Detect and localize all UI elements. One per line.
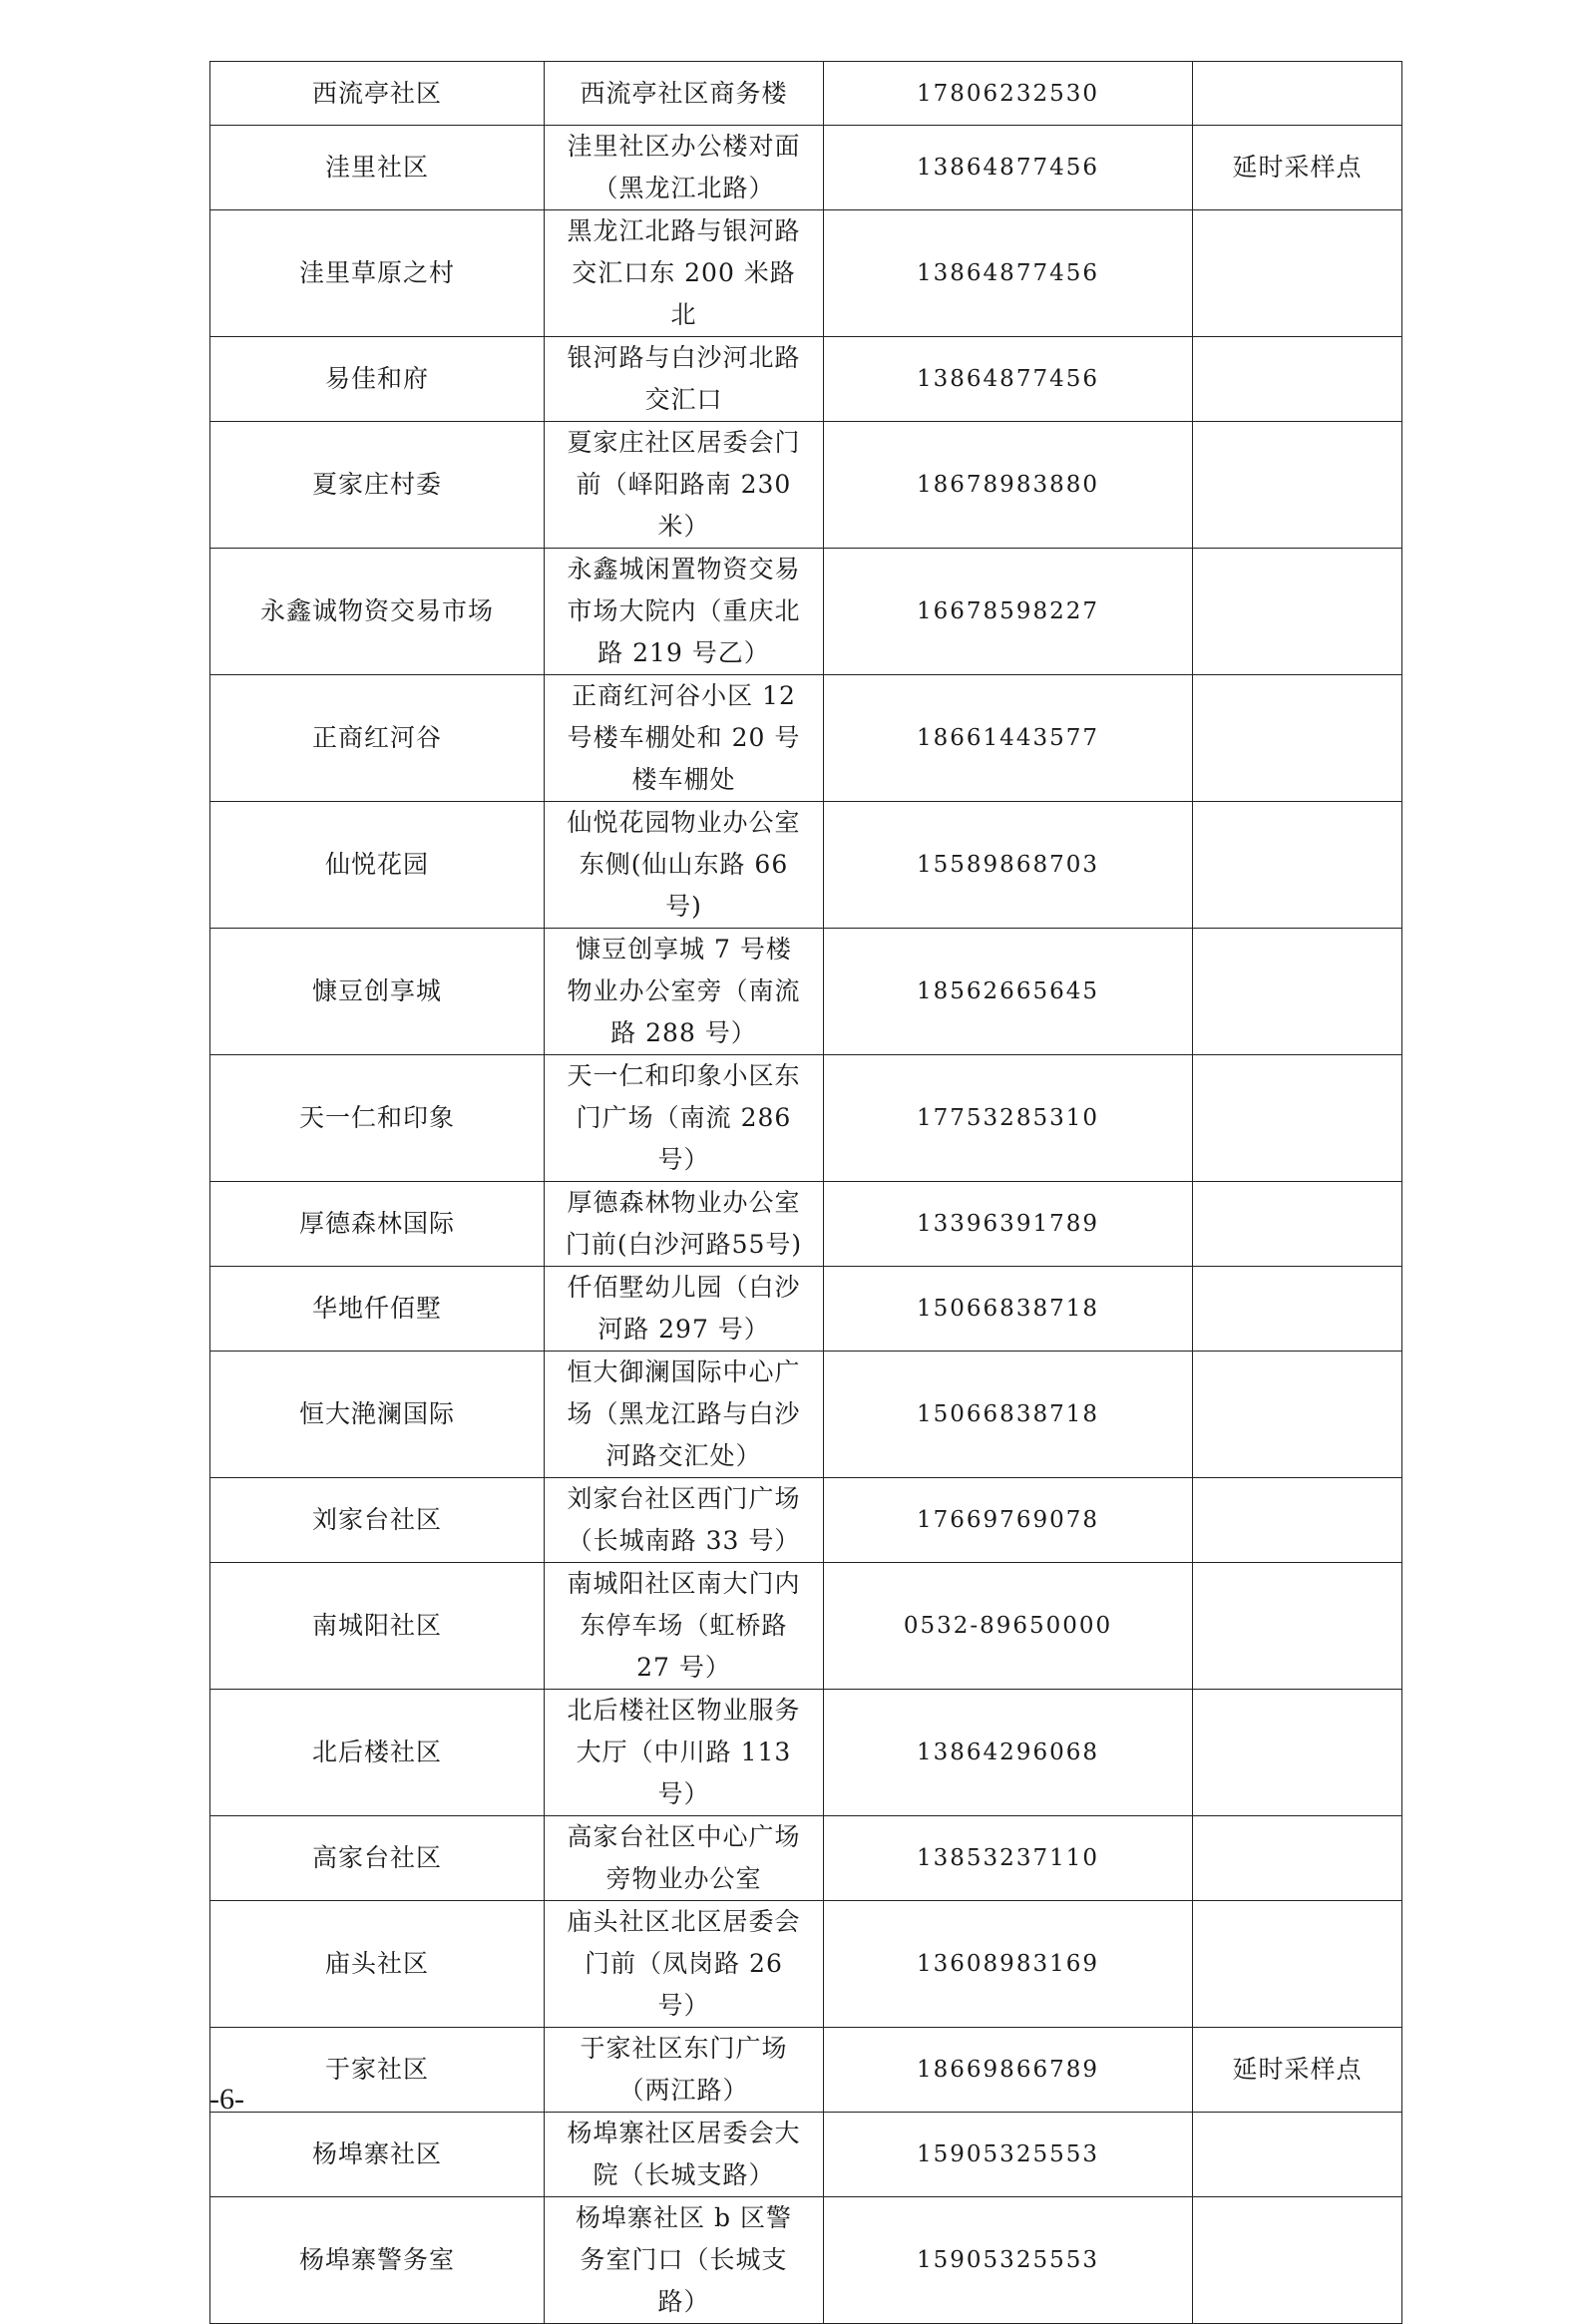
site-name: 华地仟佰墅 bbox=[210, 1267, 545, 1352]
table-row bbox=[210, 337, 1402, 422]
table-row bbox=[210, 2113, 1402, 2197]
table-row bbox=[210, 1352, 1402, 1478]
contact-phone: 13864877456 bbox=[824, 126, 1193, 210]
site-note bbox=[1193, 1352, 1402, 1478]
sampling-table bbox=[209, 61, 1402, 2324]
table-row bbox=[210, 210, 1402, 337]
table-row bbox=[210, 1690, 1402, 1816]
site-note bbox=[1193, 2197, 1402, 2324]
contact-phone: 0532-89650000 bbox=[824, 1563, 1193, 1690]
site-address: 仟佰墅幼儿园（白沙河路 297 号） bbox=[545, 1267, 824, 1352]
table-row bbox=[210, 1563, 1402, 1690]
site-note bbox=[1193, 1690, 1402, 1816]
site-name: 西流亭社区 bbox=[210, 62, 545, 126]
table-row bbox=[210, 1267, 1402, 1352]
site-note bbox=[1193, 549, 1402, 675]
site-address: 西流亭社区商务楼 bbox=[545, 62, 824, 126]
table-row bbox=[210, 1478, 1402, 1563]
contact-phone: 13864877456 bbox=[824, 210, 1193, 337]
contact-phone: 16678598227 bbox=[824, 549, 1193, 675]
site-name: 易佳和府 bbox=[210, 337, 545, 422]
sampling-site-table bbox=[209, 61, 1401, 2324]
site-address: 夏家庄社区居委会门前（峄阳路南 230 米） bbox=[545, 422, 824, 549]
site-note bbox=[1193, 62, 1402, 126]
contact-phone: 17753285310 bbox=[824, 1055, 1193, 1182]
site-address: 仙悦花园物业办公室东侧(仙山东路 66 号) bbox=[545, 802, 824, 929]
site-name: 恒大滟澜国际 bbox=[210, 1352, 545, 1478]
site-note bbox=[1193, 422, 1402, 549]
site-address: 天一仁和印象小区东门广场（南流 286 号） bbox=[545, 1055, 824, 1182]
site-name: 洼里社区 bbox=[210, 126, 545, 210]
contact-phone: 13396391789 bbox=[824, 1182, 1193, 1267]
table-row bbox=[210, 62, 1402, 126]
contact-phone: 15066838718 bbox=[824, 1267, 1193, 1352]
site-name: 洼里草原之村 bbox=[210, 210, 545, 337]
table-row bbox=[210, 929, 1402, 1055]
site-note bbox=[1193, 1816, 1402, 1901]
site-note bbox=[1193, 210, 1402, 337]
contact-phone: 18669866789 bbox=[824, 2028, 1193, 2113]
table-row bbox=[210, 422, 1402, 549]
site-name: 厚德森林国际 bbox=[210, 1182, 545, 1267]
site-note: 延时采样点 bbox=[1193, 126, 1402, 210]
site-address: 正商红河谷小区 12 号楼车棚处和 20 号楼车棚处 bbox=[545, 675, 824, 802]
table-row bbox=[210, 126, 1402, 210]
table-row bbox=[210, 802, 1402, 929]
site-name: 于家社区 bbox=[210, 2028, 545, 2113]
site-note bbox=[1193, 1267, 1402, 1352]
site-note: 延时采样点 bbox=[1193, 2028, 1402, 2113]
site-note bbox=[1193, 337, 1402, 422]
site-address: 洼里社区办公楼对面（黑龙江北路） bbox=[545, 126, 824, 210]
site-name: 正商红河谷 bbox=[210, 675, 545, 802]
site-name: 北后楼社区 bbox=[210, 1690, 545, 1816]
contact-phone: 13864296068 bbox=[824, 1690, 1193, 1816]
site-note bbox=[1193, 1055, 1402, 1182]
page-number: -6- bbox=[209, 2083, 244, 2116]
contact-phone: 15905325553 bbox=[824, 2113, 1193, 2197]
table-row bbox=[210, 1055, 1402, 1182]
table-row bbox=[210, 675, 1402, 802]
contact-phone: 18661443577 bbox=[824, 675, 1193, 802]
table-row bbox=[210, 2197, 1402, 2324]
site-note bbox=[1193, 1901, 1402, 2028]
contact-phone: 17669769078 bbox=[824, 1478, 1193, 1563]
site-address: 庙头社区北区居委会门前（凤岗路 26 号） bbox=[545, 1901, 824, 2028]
table-row bbox=[210, 1816, 1402, 1901]
site-name: 高家台社区 bbox=[210, 1816, 545, 1901]
site-address: 永鑫城闲置物资交易市场大院内（重庆北路 219 号乙） bbox=[545, 549, 824, 675]
site-name: 庙头社区 bbox=[210, 1901, 545, 2028]
site-address: 银河路与白沙河北路交汇口 bbox=[545, 337, 824, 422]
site-address: 高家台社区中心广场旁物业办公室 bbox=[545, 1816, 824, 1901]
site-note bbox=[1193, 675, 1402, 802]
site-address: 于家社区东门广场（两江路） bbox=[545, 2028, 824, 2113]
site-note bbox=[1193, 929, 1402, 1055]
site-name: 天一仁和印象 bbox=[210, 1055, 545, 1182]
table-row bbox=[210, 1182, 1402, 1267]
table-row bbox=[210, 1901, 1402, 2028]
site-note bbox=[1193, 2113, 1402, 2197]
site-name: 刘家台社区 bbox=[210, 1478, 545, 1563]
site-address: 刘家台社区西门广场（长城南路 33 号） bbox=[545, 1478, 824, 1563]
contact-phone: 13608983169 bbox=[824, 1901, 1193, 2028]
site-address: 恒大御澜国际中心广场（黑龙江路与白沙河路交汇处） bbox=[545, 1352, 824, 1478]
site-name: 杨埠寨社区 bbox=[210, 2113, 545, 2197]
site-note bbox=[1193, 1563, 1402, 1690]
site-name: 仙悦花园 bbox=[210, 802, 545, 929]
site-address: 杨埠寨社区 b 区警务室门口（长城支路） bbox=[545, 2197, 824, 2324]
contact-phone: 18562665645 bbox=[824, 929, 1193, 1055]
site-name: 南城阳社区 bbox=[210, 1563, 545, 1690]
site-name: 慷豆创享城 bbox=[210, 929, 545, 1055]
site-address: 慷豆创享城 7 号楼物业办公室旁（南流路 288 号） bbox=[545, 929, 824, 1055]
site-address: 厚德森林物业办公室门前(白沙河路55号) bbox=[545, 1182, 824, 1267]
site-name: 夏家庄村委 bbox=[210, 422, 545, 549]
site-note bbox=[1193, 1478, 1402, 1563]
site-name: 永鑫诚物资交易市场 bbox=[210, 549, 545, 675]
contact-phone: 18678983880 bbox=[824, 422, 1193, 549]
site-address: 黑龙江北路与银河路交汇口东 200 米路北 bbox=[545, 210, 824, 337]
site-name: 杨埠寨警务室 bbox=[210, 2197, 545, 2324]
contact-phone: 17806232530 bbox=[824, 62, 1193, 126]
site-note bbox=[1193, 1182, 1402, 1267]
table-row bbox=[210, 2028, 1402, 2113]
site-address: 南城阳社区南大门内东停车场（虹桥路 27 号） bbox=[545, 1563, 824, 1690]
contact-phone: 15066838718 bbox=[824, 1352, 1193, 1478]
contact-phone: 13864877456 bbox=[824, 337, 1193, 422]
site-address: 北后楼社区物业服务大厅（中川路 113 号） bbox=[545, 1690, 824, 1816]
site-note bbox=[1193, 802, 1402, 929]
contact-phone: 15905325553 bbox=[824, 2197, 1193, 2324]
contact-phone: 13853237110 bbox=[824, 1816, 1193, 1901]
site-address: 杨埠寨社区居委会大院（长城支路） bbox=[545, 2113, 824, 2197]
contact-phone: 15589868703 bbox=[824, 802, 1193, 929]
table-row bbox=[210, 549, 1402, 675]
